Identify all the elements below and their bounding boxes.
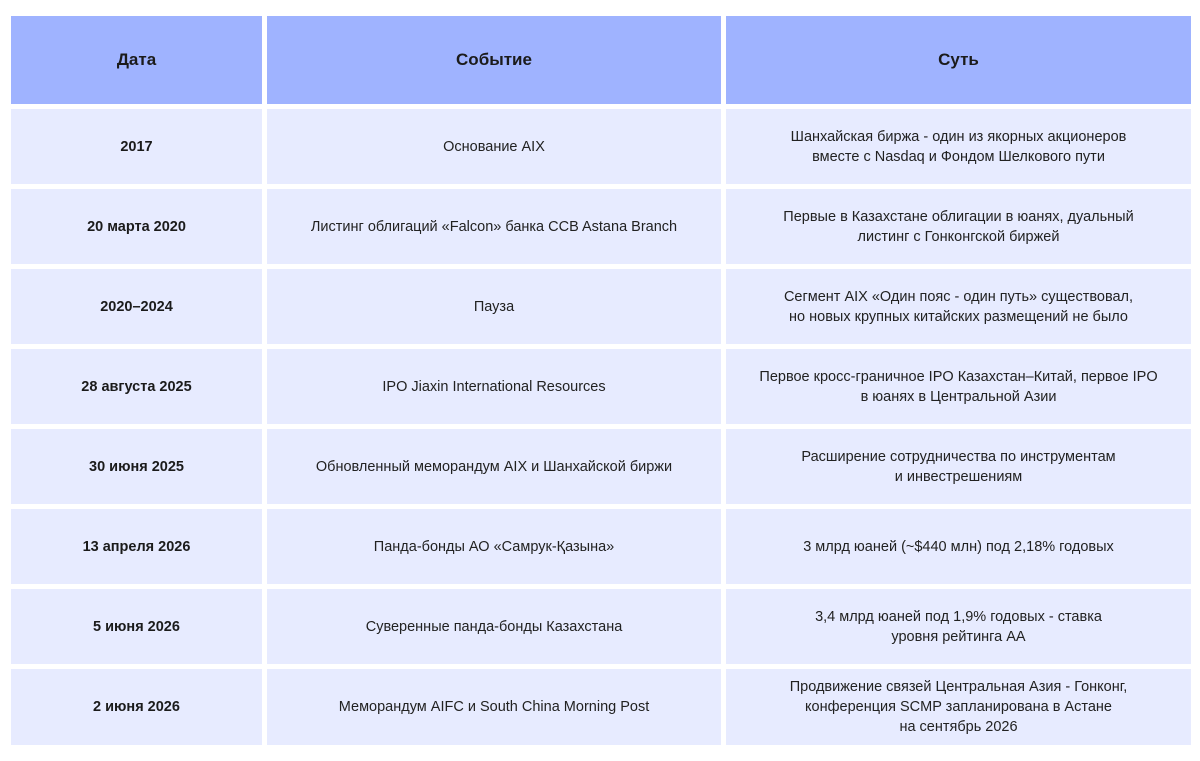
row-5-date: 30 июня 2025 bbox=[11, 429, 262, 504]
row-5-essence: Расширение сотрудничества по инструментам и инвестрешениям bbox=[726, 429, 1191, 504]
row-8-date: 2 июня 2026 bbox=[11, 669, 262, 745]
row-7-date: 5 июня 2026 bbox=[11, 589, 262, 664]
row-3-event: Пауза bbox=[267, 269, 721, 344]
row-2-event: Листинг облигаций «Falcon» банка CCB Astana Branch bbox=[267, 189, 721, 264]
row-7-essence: 3,4 млрд юаней под 1,9% годовых - ставка уровня рейтинга АА bbox=[726, 589, 1191, 664]
row-1-essence: Шанхайская биржа - один из якорных акционеров вместе с Nasdaq и Фондом Шелкового пути bbox=[726, 109, 1191, 184]
header-essence: Суть bbox=[726, 16, 1191, 104]
row-8-event: Меморандум AIFC и South China Morning Post bbox=[267, 669, 721, 745]
header-event: Событие bbox=[267, 16, 721, 104]
row-4-essence: Первое кросс-граничное IPO Казахстан–Китай, первое IPO в юанях в Центральной Азии bbox=[726, 349, 1191, 424]
header-date: Дата bbox=[11, 16, 262, 104]
row-6-event: Панда-бонды АО «Самрук-Қазына» bbox=[267, 509, 721, 584]
row-4-date: 28 августа 2025 bbox=[11, 349, 262, 424]
row-1-date: 2017 bbox=[11, 109, 262, 184]
row-6-essence: 3 млрд юаней (~$440 млн) под 2,18% годовых bbox=[726, 509, 1191, 584]
row-3-essence: Сегмент AIX «Один пояс - один путь» существовал, но новых крупных китайских размещений не было bbox=[726, 269, 1191, 344]
row-5-event: Обновленный меморандум AIX и Шанхайской биржи bbox=[267, 429, 721, 504]
row-4-event: IPO Jiaxin International Resources bbox=[267, 349, 721, 424]
row-6-date: 13 апреля 2026 bbox=[11, 509, 262, 584]
row-8-essence: Продвижение связей Центральная Азия - Гонконг, конференция SCMP запланирована в Астане на сентябрь 2026 bbox=[726, 669, 1191, 745]
row-1-event: Основание AIX bbox=[267, 109, 721, 184]
events-table bbox=[11, 16, 1190, 745]
row-7-event: Суверенные панда-бонды Казахстана bbox=[267, 589, 721, 664]
row-2-essence: Первые в Казахстане облигации в юанях, дуальный листинг с Гонконгской биржей bbox=[726, 189, 1191, 264]
row-2-date: 20 марта 2020 bbox=[11, 189, 262, 264]
row-3-date: 2020–2024 bbox=[11, 269, 262, 344]
